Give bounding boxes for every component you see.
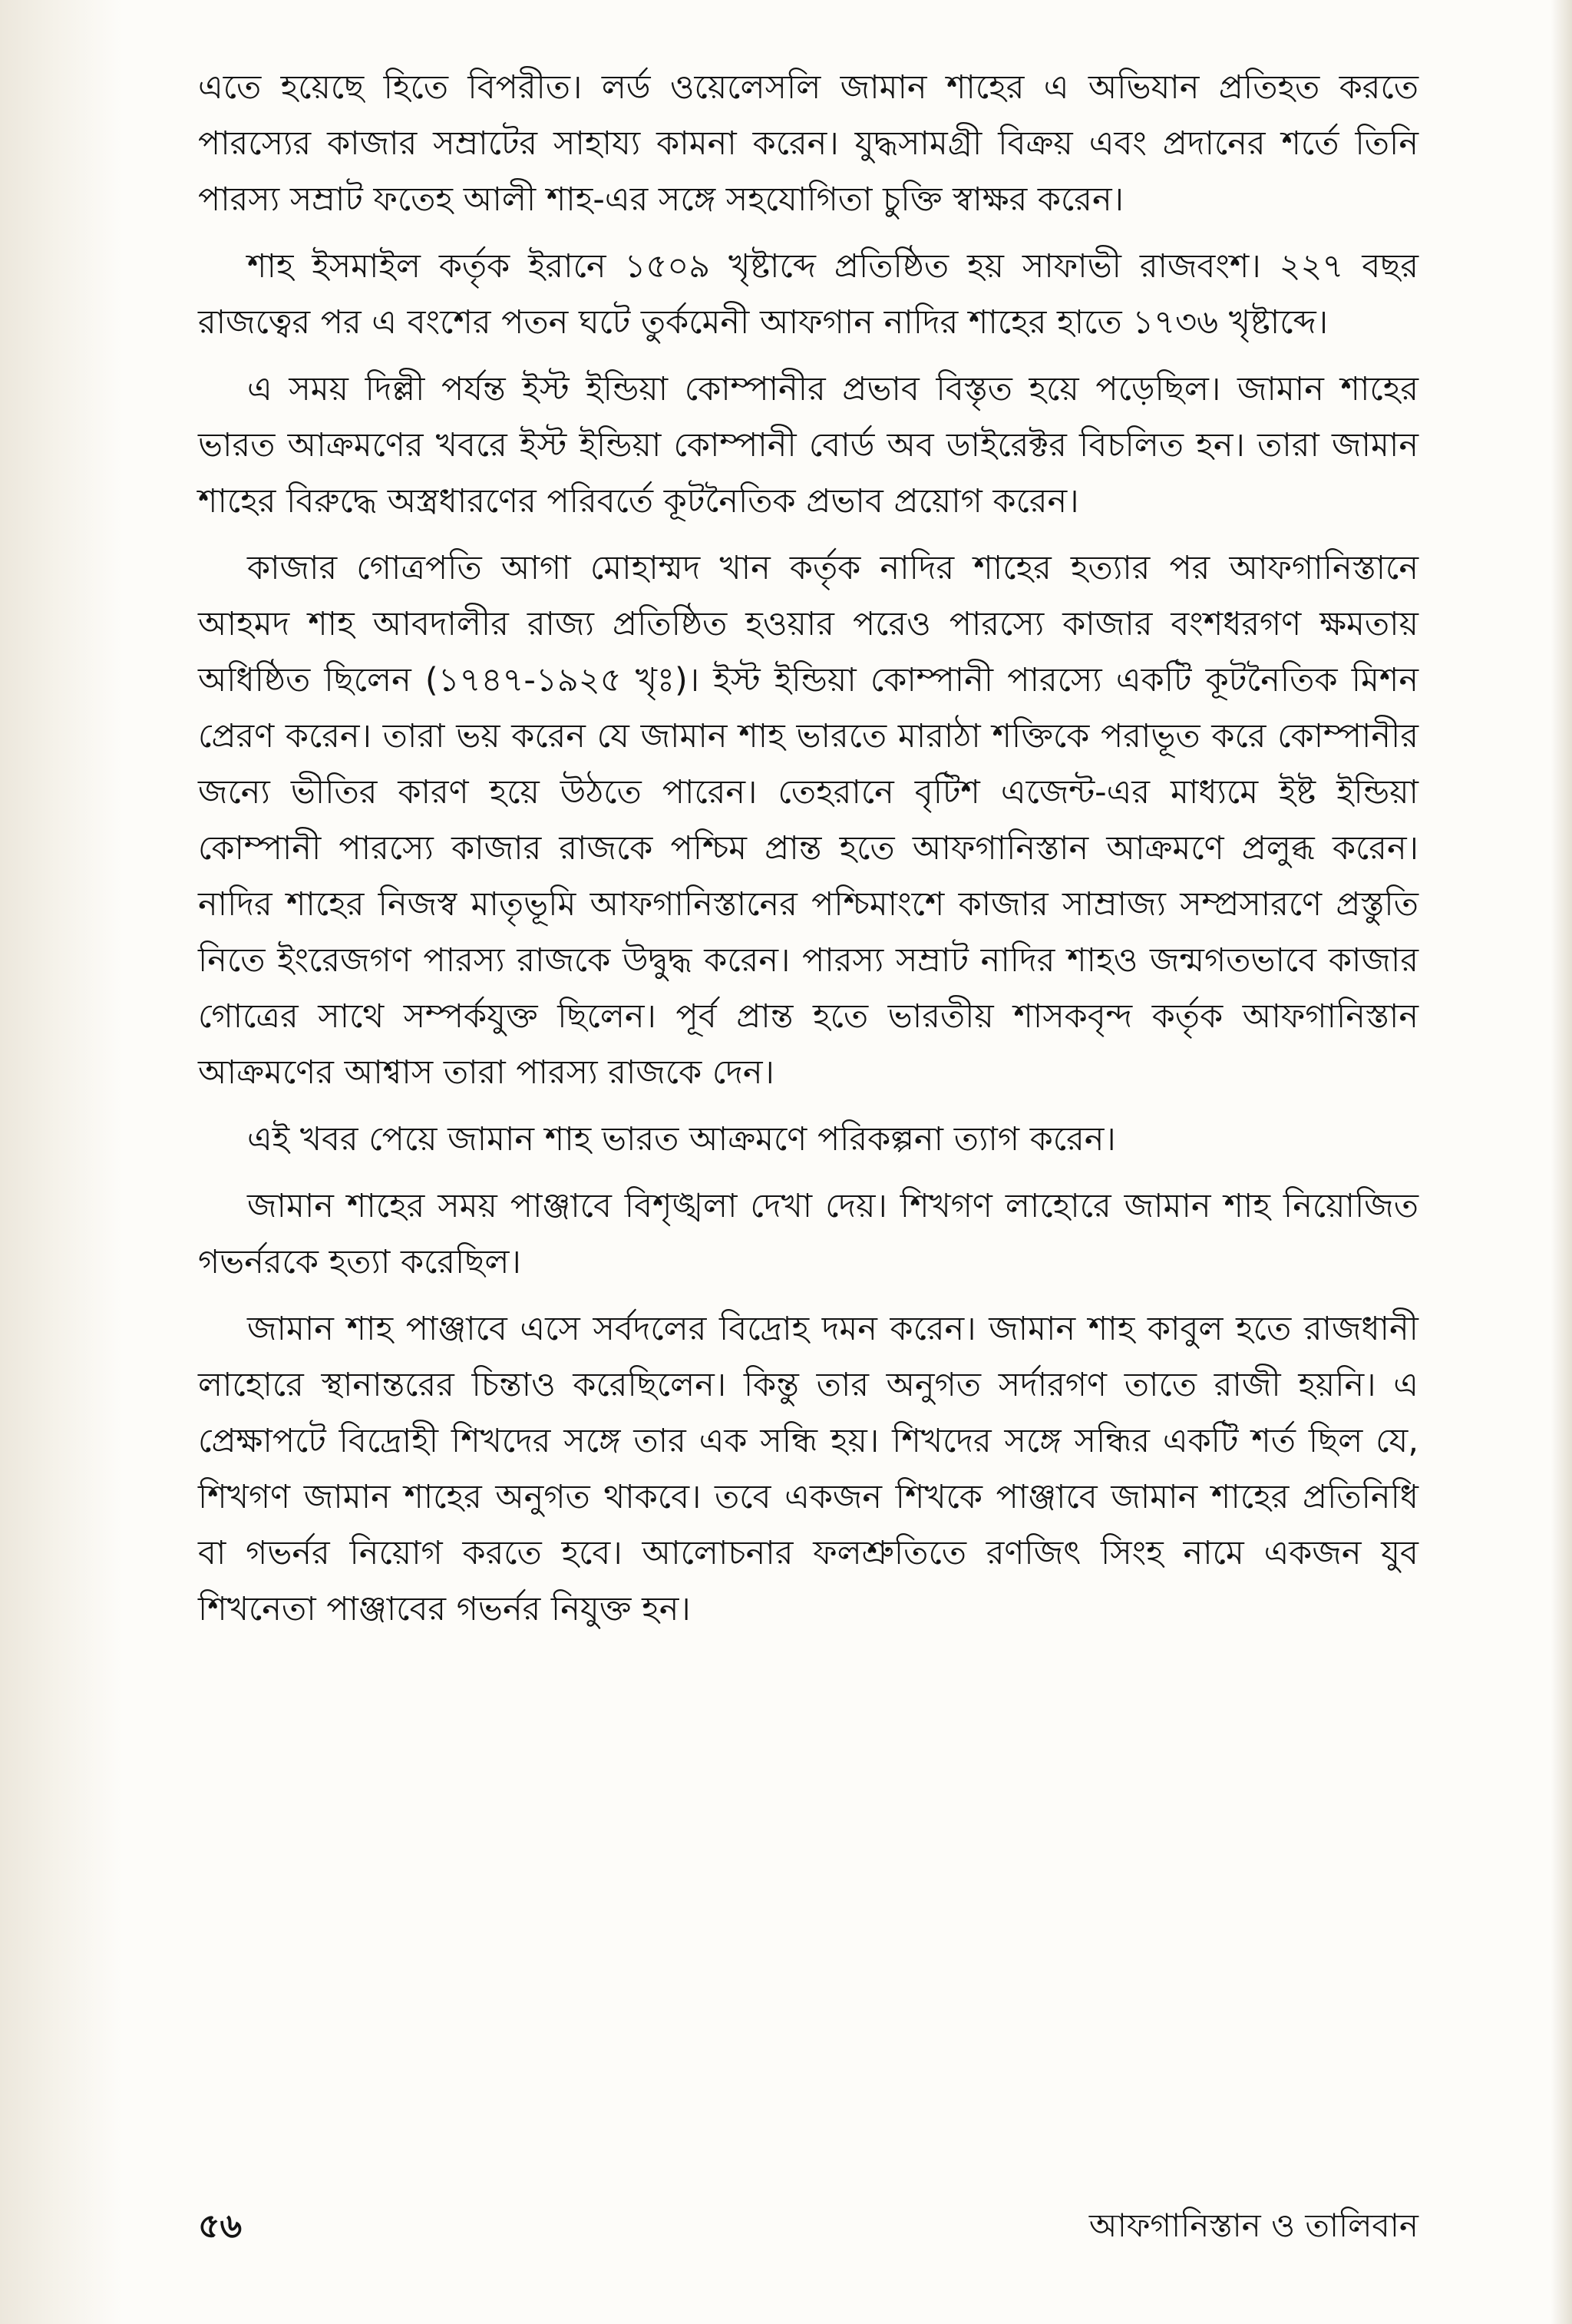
paragraph: জামান শাহের সময় পাঞ্জাবে বিশৃঙ্খলা দেখা দেয়। শিখগণ লাহোরে জামান শাহ নিয়োজিত গভর্নরকে হত্যা করেছিল। (198, 1187, 1418, 1281)
page-edge-shadow (1551, 0, 1572, 2324)
running-footer-title: আফগানিস্তান ও তালিবান (1088, 2207, 1418, 2244)
page-number: ৫৬ (198, 2207, 243, 2246)
page-binding-shadow (0, 0, 123, 2324)
paragraph: এ সময় দিল্লী পর্যন্ত ইস্ট ইন্ডিয়া কোম্পানীর প্রভাব বিস্তৃত হয়ে পড়েছিল। জামান শাহের ভারত আক্রমণের খবরে ইস্ট ইন্ডিয়া কোম্পানী বোর্ড অব ডাইরেক্টর বিচলিত হন। তারা জামান শাহের বিরুদ্ধে অস্ত্রধারণের পরিবর্তে কূটনৈতিক প্রভাব প্রয়োগ করেন। (198, 370, 1418, 521)
paragraph: এতে হয়েছে হিতে বিপরীত। লর্ড ওয়েলেসলি জামান শাহের এ অভিযান প্রতিহত করতে পারস্যের কাজার সম্রাটের সাহায্য কামনা করেন। যুদ্ধসামগ্রী বিক্রয় এবং প্রদানের শর্তে তিনি পারস্য সম্রাট ফতেহ আলী শাহ-এর সঙ্গে সহযোগিতা চুক্তি স্বাক্ষর করেন। (198, 68, 1418, 219)
paragraph: কাজার গোত্রপতি আগা মোহাম্মদ খান কর্তৃক নাদির শাহের হত্যার পর আফগানিস্তানে আহমদ শাহ আবদালীর রাজ্য প্রতিষ্ঠিত হওয়ার পরেও পারস্যে কাজার বংশধরগণ ক্ষমতায় অধিষ্ঠিত ছিলেন (১৭৪৭-১৯২৫ খৃঃ)। ইস্ট ইন্ডিয়া কোম্পানী পারস্যে একটি কূটনৈতিক মিশন প্রেরণ করেন। তারা ভয় করেন যে জামান শাহ ভারতে মারাঠা শক্তিকে পরাভূত করে কোম্পানীর জন্যে ভীতির কারণ হয়ে উঠতে পারেন। তেহরানে বৃটিশ এজেন্ট-এর মাধ্যমে ইষ্ট ইন্ডিয়া কোম্পানী পারস্যে কাজার রাজকে পশ্চিম প্রান্ত হতে আফগানিস্তান আক্রমণে প্রলুব্ধ করেন। নাদির শাহের নিজস্ব মাতৃভূমি আফগানিস্তানের পশ্চিমাংশে কাজার সাম্রাজ্য সম্প্রসারণে প্রস্তুতি নিতে ইংরেজগণ পারস্য রাজকে উদ্বুদ্ধ করেন। পারস্য সম্রাট নাদির শাহও জন্মগতভাবে কাজার গোত্রের সাথে সম্পর্কযুক্ত ছিলেন। পূর্ব প্রান্ত হতে ভারতীয় শাসকবৃন্দ কর্তৃক আফগানিস্তান আক্রমণের আশ্বাস তারা পারস্য রাজকে দেন। (198, 549, 1418, 1092)
paragraph: শাহ ইসমাইল কর্তৃক ইরানে ১৫০৯ খৃষ্টাব্দে প্রতিষ্ঠিত হয় সাফাভী রাজবংশ। ২২৭ বছর রাজত্বের পর এ বংশের পতন ঘটে তুর্কমেনী আফগান নাদির শাহের হাতে ১৭৩৬ খৃষ্টাব্দে। (198, 247, 1418, 342)
page-body (198, 60, 1418, 1648)
paragraph: জামান শাহ পাঞ্জাবে এসে সর্বদলের বিদ্রোহ দমন করেন। জামান শাহ কাবুল হতে রাজধানী লাহোরে স্থানান্তরের চিন্তাও করেছিলেন। কিন্তু তার অনুগত সর্দারগণ তাতে রাজী হয়নি। এ প্রেক্ষাপটে বিদ্রোহী শিখদের সঙ্গে তার এক সন্ধি হয়। শিখদের সঙ্গে সন্ধির একটি শর্ত ছিল যে, শিখগণ জামান শাহের অনুগত থাকবে। তবে একজন শিখকে পাঞ্জাবে জামান শাহের প্রতিনিধি বা গভর্নর নিয়োগ করতে হবে। আলোচনার ফলশ্রুতিতে রণজিৎ সিংহ নামে একজন যুব শিখনেতা পাঞ্জাবের গভর্নর নিযুক্ত হন। (198, 1310, 1418, 1628)
paragraph: এই খবর পেয়ে জামান শাহ ভারত আক্রমণে পরিকল্পনা ত্যাগ করেন। (247, 1120, 1116, 1159)
